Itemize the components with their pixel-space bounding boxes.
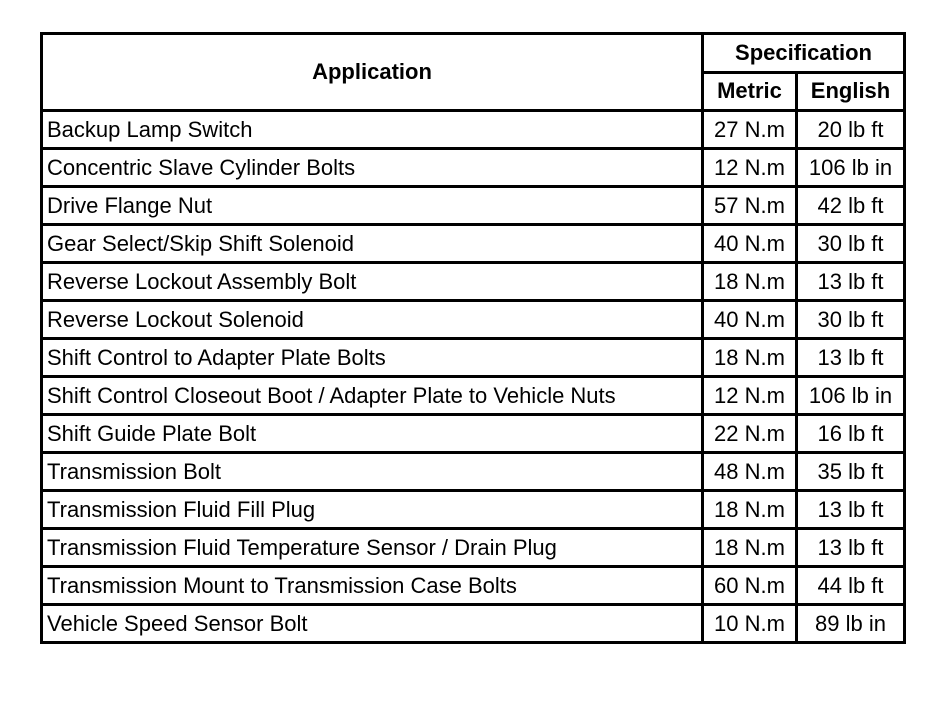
metric-cell: 18 N.m (703, 263, 797, 301)
table-row (42, 491, 905, 529)
application-cell: Shift Control to Adapter Plate Bolts (42, 339, 703, 377)
application-cell: Reverse Lockout Assembly Bolt (42, 263, 703, 301)
metric-cell: 40 N.m (703, 225, 797, 263)
english-cell: 13 lb ft (797, 491, 905, 529)
table-row (42, 453, 905, 491)
table-row (42, 377, 905, 415)
metric-column-header: Metric (703, 72, 797, 111)
english-cell: 42 lb ft (797, 187, 905, 225)
table-row (42, 605, 905, 643)
metric-cell: 18 N.m (703, 491, 797, 529)
metric-cell: 18 N.m (703, 339, 797, 377)
english-cell: 20 lb ft (797, 111, 905, 149)
application-cell: Vehicle Speed Sensor Bolt (42, 605, 703, 643)
specification-column-header: Specification (703, 34, 905, 73)
metric-cell: 12 N.m (703, 149, 797, 187)
application-cell: Shift Guide Plate Bolt (42, 415, 703, 453)
header-row-top (42, 34, 905, 73)
application-cell: Backup Lamp Switch (42, 111, 703, 149)
metric-cell: 18 N.m (703, 529, 797, 567)
table-row (42, 225, 905, 263)
english-cell: 30 lb ft (797, 301, 905, 339)
table-row (42, 415, 905, 453)
application-cell: Reverse Lockout Solenoid (42, 301, 703, 339)
english-cell: 13 lb ft (797, 263, 905, 301)
english-cell: 30 lb ft (797, 225, 905, 263)
english-cell: 13 lb ft (797, 529, 905, 567)
application-cell: Transmission Bolt (42, 453, 703, 491)
metric-cell: 57 N.m (703, 187, 797, 225)
table-row (42, 149, 905, 187)
metric-cell: 27 N.m (703, 111, 797, 149)
table-row (42, 339, 905, 377)
table-row (42, 187, 905, 225)
application-cell: Shift Control Closeout Boot / Adapter Plate to Vehicle Nuts (42, 377, 703, 415)
table-row (42, 111, 905, 149)
application-column-header: Application (42, 34, 703, 111)
application-cell: Concentric Slave Cylinder Bolts (42, 149, 703, 187)
english-cell: 44 lb ft (797, 567, 905, 605)
table-row (42, 529, 905, 567)
table-header (42, 34, 905, 111)
application-cell: Transmission Mount to Transmission Case Bolts (42, 567, 703, 605)
english-cell: 106 lb in (797, 377, 905, 415)
table-row (42, 301, 905, 339)
fastener-specification-table (40, 32, 906, 644)
english-cell: 106 lb in (797, 149, 905, 187)
metric-cell: 48 N.m (703, 453, 797, 491)
english-column-header: English (797, 72, 905, 111)
application-cell: Drive Flange Nut (42, 187, 703, 225)
metric-cell: 22 N.m (703, 415, 797, 453)
table-row (42, 263, 905, 301)
english-cell: 89 lb in (797, 605, 905, 643)
application-cell: Transmission Fluid Fill Plug (42, 491, 703, 529)
table-body (42, 111, 905, 643)
table-row (42, 567, 905, 605)
application-cell: Transmission Fluid Temperature Sensor / Drain Plug (42, 529, 703, 567)
english-cell: 13 lb ft (797, 339, 905, 377)
english-cell: 35 lb ft (797, 453, 905, 491)
metric-cell: 40 N.m (703, 301, 797, 339)
metric-cell: 12 N.m (703, 377, 797, 415)
metric-cell: 10 N.m (703, 605, 797, 643)
english-cell: 16 lb ft (797, 415, 905, 453)
metric-cell: 60 N.m (703, 567, 797, 605)
application-cell: Gear Select/Skip Shift Solenoid (42, 225, 703, 263)
